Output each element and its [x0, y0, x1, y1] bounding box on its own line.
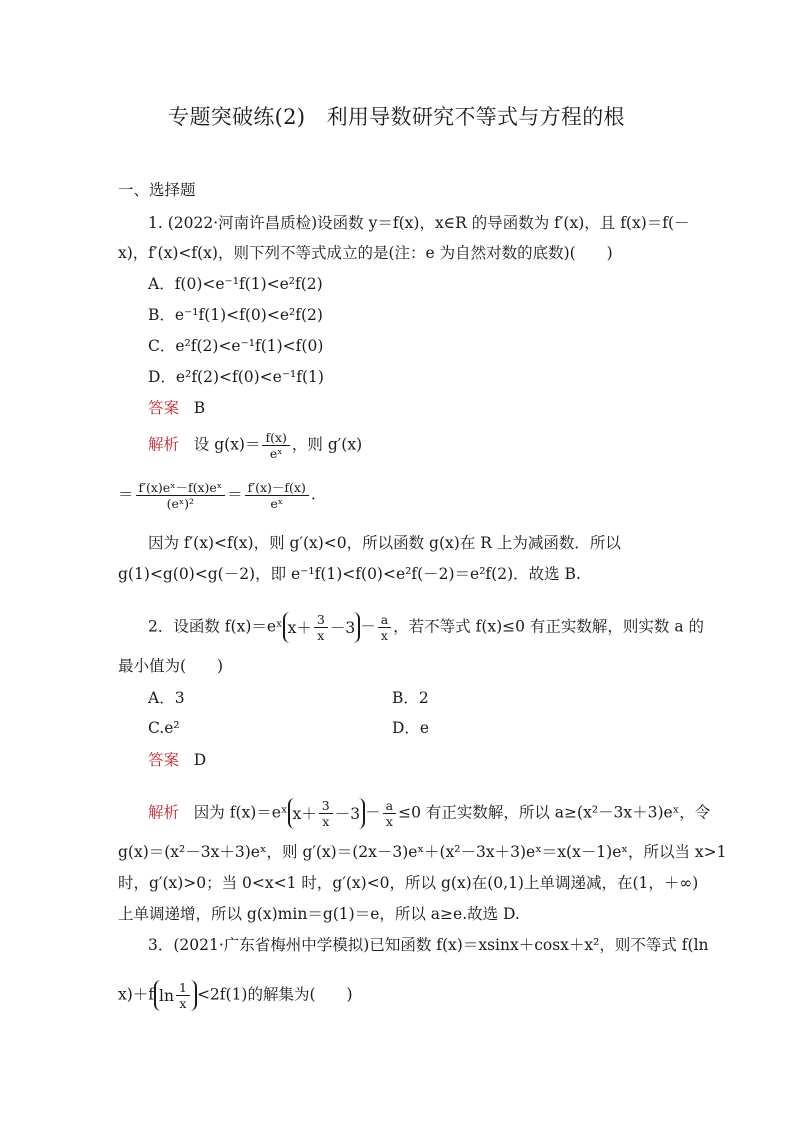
- q3-stem-line2: x)＋f ln $\frac{1}{x}$ <2f(1)的解集为( ): [118, 980, 353, 1011]
- analysis-label: 解析: [148, 435, 180, 454]
- analysis-text: ，则 g′(x): [291, 435, 363, 454]
- fraction: $\frac{f'(x)-f(x)}{\text{eˣ}}$: [245, 480, 309, 511]
- q2-stem-line2: 最小值为( ): [118, 657, 224, 675]
- page-title: 专题突破练(2) 利用导数研究不等式与方程的根: [168, 105, 625, 129]
- q1-option-c: C．e²f(2)<e⁻¹f(1)<f(0): [148, 337, 324, 355]
- q1-option-a: A．f(0)<e⁻¹f(1)<e²f(2): [148, 275, 323, 293]
- q2-option-a: A．3: [148, 689, 185, 707]
- answer-value: D: [193, 751, 207, 769]
- fraction: $\frac{a}{x}$: [378, 612, 391, 643]
- q1-analysis-line1: [148, 430, 362, 461]
- q1-analysis-line4: g(1)<g(0)<g(－2)，即 e⁻¹f(1)<f(0)<e²f(－2)＝e²f(2)．故选 B.: [118, 565, 581, 583]
- answer-label: 答案: [148, 399, 180, 417]
- q1-stem-line1: 1. (2022·河南许昌质检)设函数 y＝f(x)，x∈R 的导函数为 f′(x)，且 f(x)＝f(－: [148, 214, 690, 232]
- q3-stem-line1: 3．(2021·广东省梅州中学模拟)已知函数 f(x)＝xsinx＋cosx＋x²，则不等式 f(ln: [148, 936, 709, 954]
- answer-label: 答案: [148, 751, 180, 769]
- q2-stem-line1: 2．设函数 f(x)＝eˣ x＋ $\frac{3}{x}$ －3 － $\frac{a}{x}$ ，若不等式 f(x)≤0 有正实数解，则实数 a 的: [148, 612, 705, 643]
- fraction: $\frac{3}{x}$: [314, 612, 328, 643]
- q2-analysis-line4: 上单调递增，所以 g(x)min＝g(1)＝e，所以 a≥e.故选 D.: [118, 905, 520, 923]
- q1-option-d: D．e²f(2)<f(0)<e⁻¹f(1): [148, 368, 324, 386]
- section-heading: 一、选择题: [118, 181, 196, 199]
- fraction: $\frac{f(x)}{\text{eˣ}}$: [262, 430, 289, 461]
- q1-stem-line2: x)，f′(x)<f(x)，则下列不等式成立的是(注：e 为自然对数的底数)( ): [118, 244, 613, 262]
- q2-option-d: D．e: [392, 719, 430, 737]
- bracket-expression: x＋ $\frac{3}{x}$ －3: [288, 798, 366, 829]
- fraction: $\frac{3}{x}$: [319, 798, 333, 829]
- q1-option-b: B．e⁻¹f(1)<f(0)<e²f(2): [148, 306, 323, 324]
- q1-answer: [148, 398, 205, 418]
- q2-analysis-line1: 解析 因为 f(x)＝eˣ x＋ $\frac{3}{x}$ －3 － $\frac{a}{x}$ ≤0 有正实数解，所以 a≥(x²－3x＋3)eˣ，令: [148, 798, 711, 829]
- answer-value: B: [193, 399, 206, 417]
- q2-analysis-line3: 时，g′(x)>0；当 0<x<1 时，g′(x)<0，所以 g(x)在(0,1)上单调递减，在(1，＋∞): [118, 874, 699, 892]
- q1-analysis-line3: 因为 f′(x)<f(x)，则 g′(x)<0，所以函数 g(x)在 R 上为减函数．所以: [148, 534, 621, 552]
- q1-derivative-equation: ＝ $\frac{\text{f′(x)eˣ－f(x)eˣ}}{\text{(eˣ)²}}$ ＝ $\frac{f'(x)-f(x)}{\text{eˣ}}$ .: [118, 480, 316, 511]
- q2-answer: [148, 750, 206, 770]
- fraction: $\frac{1}{x}$: [176, 980, 190, 1011]
- fraction: $\frac{a}{x}$: [383, 798, 396, 829]
- q2-option-c: C.e²: [148, 719, 180, 737]
- analysis-text: 设 g(x)＝: [193, 435, 261, 454]
- fraction: $\frac{\text{f′(x)eˣ－f(x)eˣ}}{\text{(eˣ)²}}$: [136, 480, 226, 511]
- bracket-expression: ln $\frac{1}{x}$: [154, 980, 197, 1011]
- q2-option-b: B．2: [392, 689, 429, 707]
- analysis-label: 解析: [148, 803, 180, 822]
- bracket-expression: x＋ $\frac{3}{x}$ －3: [283, 612, 361, 643]
- q2-analysis-line2: g(x)＝(x²－3x＋3)eˣ，则 g′(x)＝(2x－3)eˣ＋(x²－3x＋3)eˣ＝x(x－1)eˣ，所以当 x>1: [118, 843, 727, 861]
